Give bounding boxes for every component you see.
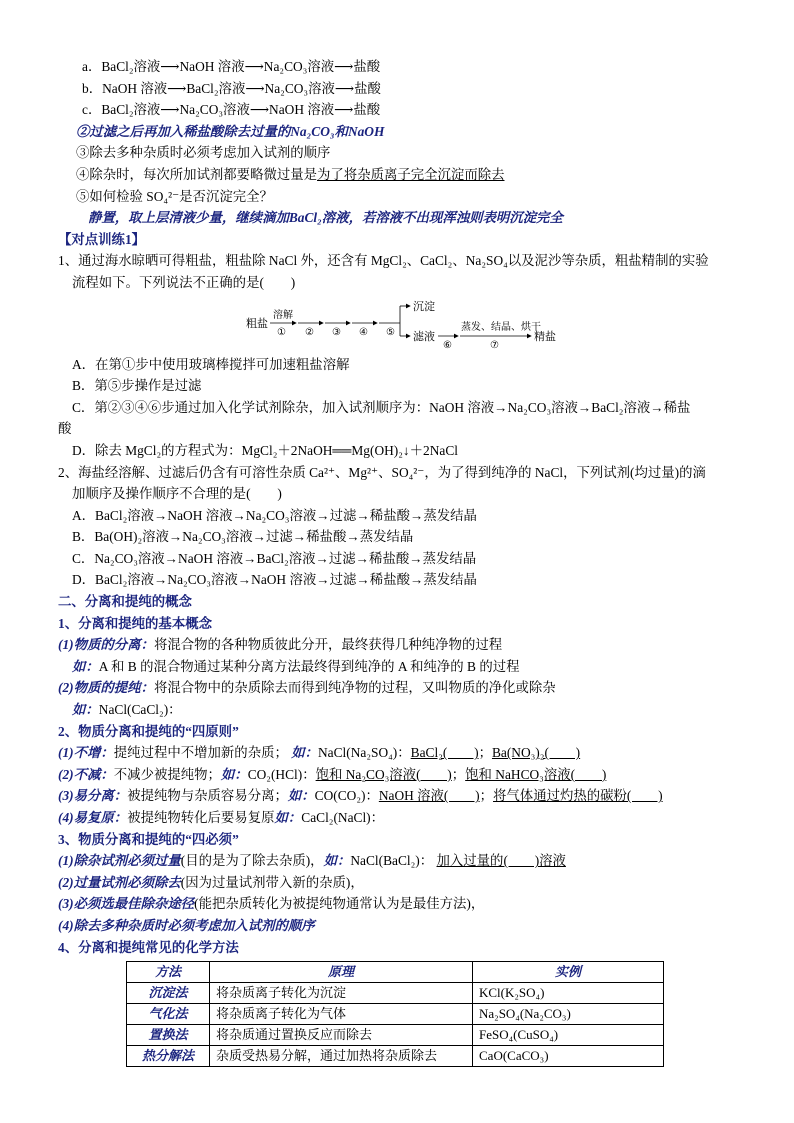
q1-option-c-line2: 酸 xyxy=(58,421,72,437)
q2-stem-line2: 加顺序及操作顺序不合理的是( ) xyxy=(72,486,282,502)
flow-n5: ⑤ xyxy=(386,326,395,338)
q1-option-a: A．在第①步中使用玻璃棒搅拌可加速粗盐溶解 xyxy=(72,356,350,372)
must-1: (1)除杂试剂必须过量(目的是为了除去杂质)，如：NaCl(BaCl₂)： 加入过量的( )溶液 xyxy=(58,853,566,869)
q1-option-d: D．除去 MgCl₂的方程式为：MgCl₂＋2NaOH══Mg(OH)₂↓＋2NaCl xyxy=(72,442,458,458)
rule-3: (3)易分离：被提纯物与杂质容易分离；如：CO(CO₂)：NaOH 溶液( )；将气体通过灼热的碳粉( ) xyxy=(58,788,663,804)
table-header-method: 方法 xyxy=(127,962,210,983)
q2-option-d: D．BaCl₂溶液→Na₂CO₃溶液→NaOH 溶液→过滤→稀盐酸→蒸发结晶 xyxy=(72,572,477,588)
table-cell: 杂质受热易分解，通过加热将杂质除去 xyxy=(210,1046,473,1067)
table-cell: 置换法 xyxy=(127,1025,210,1046)
table-header-principle: 原理 xyxy=(210,962,473,983)
flow-n3: ③ xyxy=(332,326,341,338)
training-title: 【对点训练1】 xyxy=(58,231,146,247)
purification-def: (2)物质的提纯：将混合物中的杂质除去而得到纯净物的过程，又叫物质的净化或除杂 xyxy=(58,680,556,696)
table-cell: 将杂质离子转化为气体 xyxy=(210,1004,473,1025)
purification-example: 如：NaCl(CaCl₂)： xyxy=(72,702,182,718)
q1-option-c-line1: C．第②③④⑥步通过加入化学试剂除杂，加入试剂顺序为：NaOH 溶液→Na₂CO₃溶液→BaCl₂溶液→稀盐 xyxy=(72,399,691,415)
flow-precip: 沉淀 xyxy=(413,300,435,313)
q2-option-c: C．Na₂CO₃溶液→NaOH 溶液→BaCl₂溶液→过滤→稀盐酸→蒸发结晶 xyxy=(72,550,477,566)
section-2-title: 二、分离和提纯的概念 xyxy=(58,594,192,610)
q1-flowchart xyxy=(58,298,744,352)
must-4: (4)除去多种杂质时必须考虑加入试剂的顺序 xyxy=(58,917,315,933)
option-b: b．NaOH 溶液⟶BaCl₂溶液⟶Na₂CO₃溶液⟶盐酸 xyxy=(82,80,381,96)
methods-table xyxy=(126,961,664,1067)
flow-n6: ⑥ xyxy=(443,339,452,351)
flow-n4: ④ xyxy=(359,326,368,338)
rule-2: (2)不减：不减少被提纯物；如：CO₂(HCl)：饱和 Na₂CO₃溶液( )；饱和 NaHCO₃溶液( ) xyxy=(58,766,607,782)
sub-2-title: 2、物质分离和提纯的“四原则” xyxy=(58,723,239,739)
q1-option-b: B．第⑤步操作是过滤 xyxy=(72,378,202,394)
note-5: ⑤如何检验 SO₄²⁻是否沉淀完全？ xyxy=(76,188,273,204)
table-header-row xyxy=(127,962,664,983)
flow-start: 粗盐 xyxy=(246,317,268,330)
table-row xyxy=(127,1004,664,1025)
flow-filtrate: 滤液 xyxy=(413,330,435,343)
q1-stem-line1: 1、通过海水晾晒可得粗盐，粗盐除 NaCl 外，还含有 MgCl₂、CaCl₂、Na₂SO₄以及泥沙等杂质，粗盐精制的实验 xyxy=(58,253,709,269)
option-c: c．BaCl₂溶液⟶Na₂CO₃溶液⟶NaOH 溶液⟶盐酸 xyxy=(82,102,381,118)
q2-option-a: A．BaCl₂溶液→NaOH 溶液→Na₂CO₃溶液→过滤→稀盐酸→蒸发结晶 xyxy=(72,507,477,523)
table-row xyxy=(127,1025,664,1046)
sub-1-title: 1、分离和提纯的基本概念 xyxy=(58,615,212,631)
must-3: (3)必须选最佳除杂途径(能把杂质转化为被提纯物通常认为是最佳方法)， xyxy=(58,896,485,912)
sub-3-title: 3、物质分离和提纯的“四必须” xyxy=(58,831,239,847)
separation-example: 如：A 和 B 的混合物通过某种分离方法最终得到纯净的 A 和纯净的 B 的过程 xyxy=(72,658,520,674)
note-5-answer: 静置，取上层清液少量，继续滴加BaCl₂溶液，若溶液不出现浑浊则表明沉淀完全 xyxy=(88,210,563,226)
rule-1: (1)不增：提纯过程中不增加新的杂质； 如：NaCl(Na₂SO₄)：BaCl₂( )；Ba(NO₃)₂( ) xyxy=(58,745,581,761)
note-3: ③除去多种杂质时必须考虑加入试剂的顺序 xyxy=(76,145,331,161)
table-cell: Na₂SO₄(Na₂CO₃) xyxy=(473,1004,664,1025)
table-row xyxy=(127,983,664,1004)
table-cell: 热分解法 xyxy=(127,1046,210,1067)
table-cell: 将杂质离子转化为沉淀 xyxy=(210,983,473,1004)
rule-4: (4)易复原：被提纯物转化后要易复原如：CaCl₂(NaCl)： xyxy=(58,810,385,825)
q2-option-b: B．Ba(OH)₂溶液→Na₂CO₃溶液→过滤→稀盐酸→蒸发结晶 xyxy=(72,529,414,545)
table-header-example: 实例 xyxy=(473,962,664,983)
flow-n1: ① xyxy=(277,326,286,338)
table-cell: 将杂质通过置换反应而除去 xyxy=(210,1025,473,1046)
flowchart-svg xyxy=(58,298,744,352)
note-2: ②过滤之后再加入稀盐酸除去过量的Na₂CO₃和NaOH xyxy=(76,123,385,139)
option-a: a．BaCl₂溶液⟶NaOH 溶液⟶Na₂CO₃溶液⟶盐酸 xyxy=(82,59,381,74)
sub-4-title: 4、分离和提纯常见的化学方法 xyxy=(58,939,239,955)
flow-n7: ⑦ xyxy=(490,339,499,351)
table-row xyxy=(127,1046,664,1067)
flow-n2: ② xyxy=(305,326,314,338)
table-cell: KCl(K₂SO₄) xyxy=(473,983,664,1004)
table-cell: 沉淀法 xyxy=(127,983,210,1004)
table-cell: 气化法 xyxy=(127,1004,210,1025)
separation-def: (1)物质的分离：将混合物的各种物质彼此分开，最终获得几种纯净物的过程 xyxy=(58,637,503,653)
table-cell: FeSO₄(CuSO₄) xyxy=(473,1025,664,1046)
must-2: (2)过量试剂必须除去(因为过量试剂带入新的杂质)， xyxy=(58,874,364,890)
table-cell: CaO(CaCO₃) xyxy=(473,1046,664,1067)
q2-stem-line1: 2、海盐经溶解、过滤后仍含有可溶性杂质 Ca²⁺、Mg²⁺、SO₄²⁻，为了得到纯净的 NaCl，下列试剂(均过量)的滴 xyxy=(58,464,706,480)
q1-stem-line2: 流程如下。下列说法不正确的是( ) xyxy=(72,274,296,290)
flow-end: 精盐 xyxy=(534,330,556,343)
flow-step1-label: 溶解 xyxy=(273,309,293,321)
note-4: ④除杂时，每次所加试剂都要略微过量是为了将杂质离子完全沉淀而除去 xyxy=(76,166,505,182)
flow-step7-label: 蒸发、结晶、烘干 xyxy=(461,321,541,333)
